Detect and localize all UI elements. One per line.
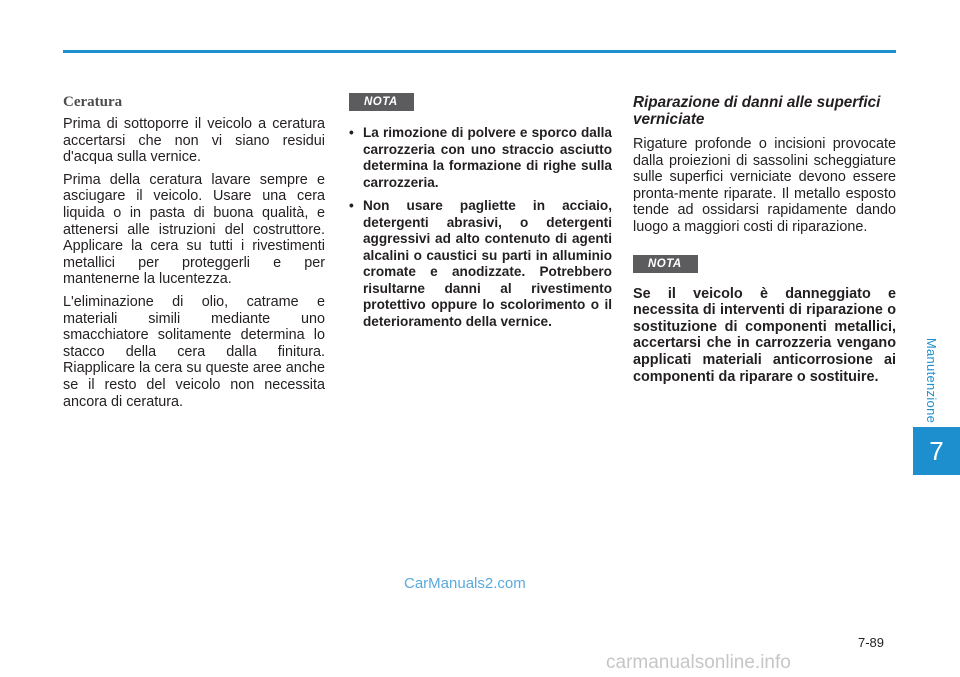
column-waxing bbox=[63, 92, 325, 416]
page-number: 7-89 bbox=[858, 635, 885, 650]
nota-list-item bbox=[349, 125, 612, 191]
bullet-icon: • bbox=[349, 125, 354, 140]
column-paint-repair bbox=[633, 92, 896, 385]
watermark-carmanuals2: CarManuals2.com bbox=[404, 575, 526, 592]
paragraph: Prima della ceratura lavare sempre e asciugare il veicolo. Usare una cera liquida o in pasta di buona qualità, e attenersi alle istruzioni del costruttore. Applicare la cera su tutti i rivestimenti metallici per proteggerli e per mantenerne la lucentezza. bbox=[63, 171, 325, 288]
chapter-number-tab bbox=[913, 427, 960, 475]
bullet-icon: • bbox=[349, 198, 354, 213]
nota-item-text: La rimozione di polvere e sporco dalla carrozzeria con uno straccio asciutto determina la formazione di righe sulla carrozzeria. bbox=[363, 125, 612, 190]
paragraph: L'eliminazione di olio, catrame e materiali simili mediante uno smacchiatore solitamente determina lo stacco della cera dalla finitura. Riapplicare la cera su queste aree anche se il resto del veicolo non necessita ancora di ceratura. bbox=[63, 293, 325, 410]
paragraph: Prima di sottoporre il veicolo a ceratura accertarsi che non vi siano residui d'acqua sulla vernice. bbox=[63, 116, 325, 166]
watermark-carmanualsonline: carmanualsonline.info bbox=[606, 652, 791, 673]
column-nota-cleaning bbox=[349, 92, 612, 337]
chapter-label-text: Manutenzione bbox=[924, 337, 940, 423]
nota-list bbox=[349, 125, 612, 330]
section-heading-ceratura: Ceratura bbox=[63, 94, 123, 110]
nota-badge: NOTA bbox=[633, 255, 698, 273]
nota-block bbox=[633, 254, 896, 386]
nota-text: Se il veicolo è danneggiato e necessita di interventi di riparazione o sostituzione di componenti metallici, accertarsi che in carrozzeria vengano applicati materiali anticorrosione ai componenti da riparare o sostituire. bbox=[633, 285, 896, 385]
header-rule bbox=[63, 50, 896, 53]
nota-list-item bbox=[349, 198, 612, 330]
nota-badge: NOTA bbox=[349, 93, 414, 111]
nota-item-text: Non usare pagliette in acciaio, detergenti abrasivi, o detergenti aggressivi ad alto contenuto di agenti alcalini o caustici su parti in alluminio cromate e anodizzate. Potrebbero risultarne danni al rivestimento protettivo oppure lo scolorimento o il deterioramento della vernice. bbox=[363, 198, 612, 329]
chapter-side-label bbox=[920, 330, 944, 430]
paragraph: Rigature profonde o incisioni provocate dalla proiezioni di sassolini scheggiature sulle superfici verniciate devono essere pronta-mente riparate. Il metallo esposto tende ad ossidarsi rapidamente dando luogo a maggiori costi di riparazione. bbox=[633, 136, 896, 235]
section-heading-paint-repair: Riparazione di danni alle superfici verniciate bbox=[633, 94, 881, 128]
chapter-number: 7 bbox=[929, 435, 944, 466]
